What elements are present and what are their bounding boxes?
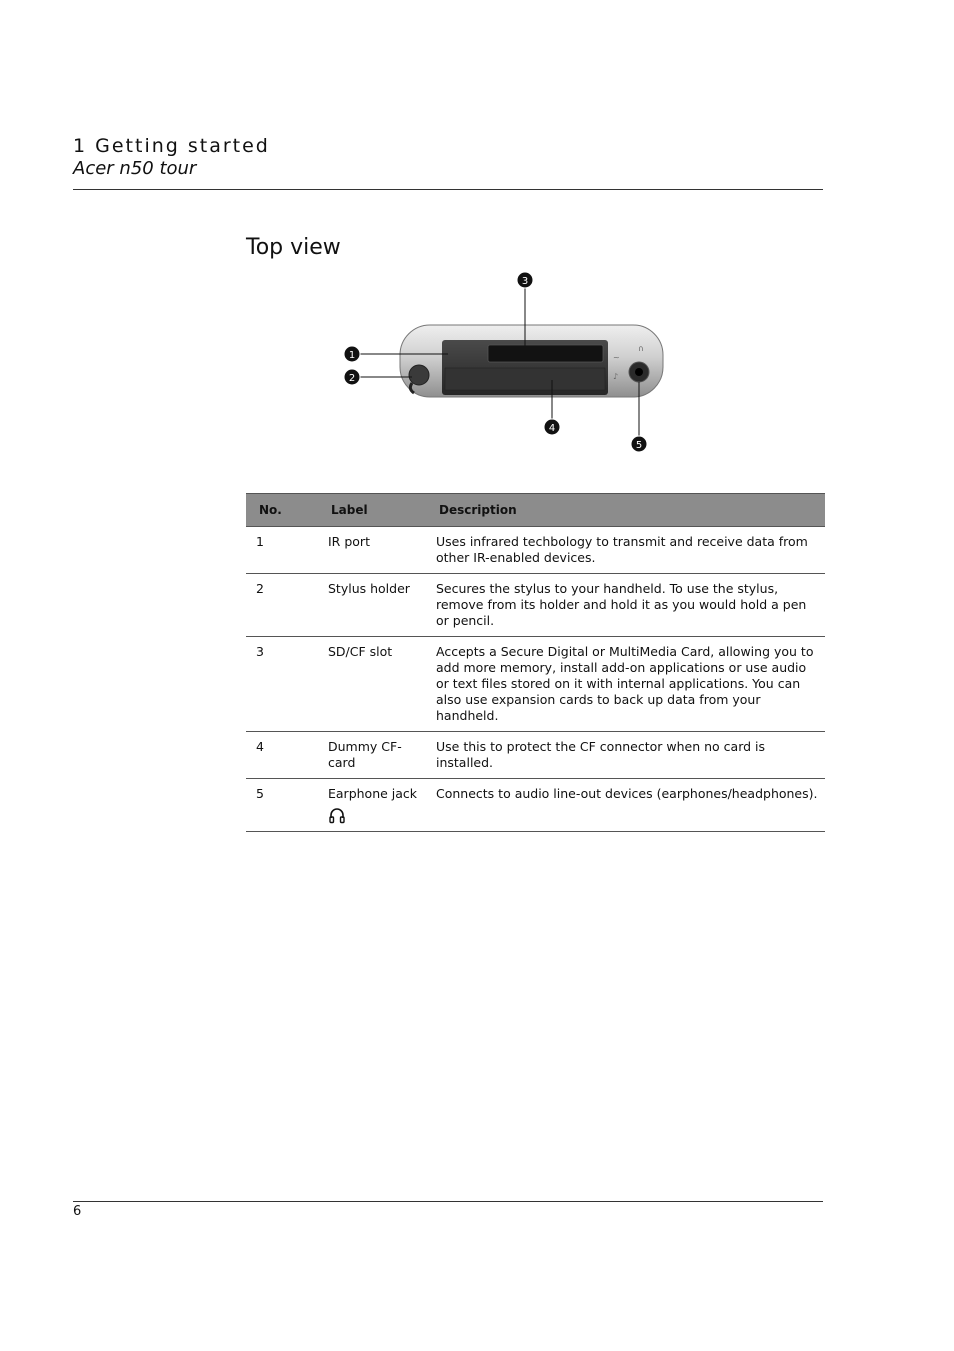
table-row: [246, 779, 825, 832]
callout-2-label: 2: [348, 373, 356, 384]
chapter-subtitle: Acer n50 tour: [73, 158, 197, 179]
row-description: Accepts a Secure Digital or MultiMedia Card, allowing you to add more memory, install add-on applications or use audio or text files stored on it with internal applications. You can also use expansion cards to back up data from your handheld.: [426, 637, 825, 732]
row-no: 3: [246, 637, 318, 732]
row-description: Use this to protect the CF connector when no card is installed.: [426, 732, 825, 779]
callout-4-label: 4: [548, 423, 556, 434]
svg-text:~: ~: [613, 353, 620, 362]
callout-3-label: 3: [521, 276, 529, 287]
row-label: IR port: [318, 527, 426, 574]
header-description: Description: [426, 494, 825, 527]
table-row: [246, 732, 825, 779]
dummy-cf-card: [445, 368, 605, 390]
row-no: 2: [246, 574, 318, 637]
section-title: Top view: [246, 235, 341, 260]
table-row: [246, 637, 825, 732]
headphone-icon: [328, 806, 346, 824]
svg-text:∩: ∩: [638, 344, 644, 353]
component-table: [246, 493, 825, 832]
callout-4: [544, 419, 560, 435]
chapter-heading: 1 Getting started: [73, 135, 270, 157]
callout-1: [344, 346, 360, 362]
header-divider: [73, 189, 823, 190]
callout-5: [631, 436, 647, 452]
callout-3: [517, 272, 533, 288]
stylus-holder: [409, 365, 429, 385]
table-row: [246, 527, 825, 574]
sd-cf-slot: [488, 345, 603, 362]
page-number: 6: [73, 1204, 82, 1219]
row-label: Stylus holder: [318, 574, 426, 637]
row-label: Earphone jack: [328, 786, 418, 801]
row-no: 4: [246, 732, 318, 779]
row-label: Dummy CF-card: [318, 732, 426, 779]
table-row: [246, 574, 825, 637]
callout-1-label: 1: [348, 350, 356, 361]
row-description: Uses infrared techbology to transmit and receive data from other IR-enabled devices.: [426, 527, 825, 574]
callout-5-label: 5: [635, 440, 643, 451]
svg-text:♪: ♪: [613, 372, 619, 381]
footer-divider: [73, 1201, 823, 1202]
row-no: 1: [246, 527, 318, 574]
device-top-view-figure: [320, 265, 780, 465]
device-illustration: [320, 265, 780, 465]
header-label: Label: [318, 494, 426, 527]
callout-2: [344, 369, 360, 385]
row-description: Connects to audio line-out devices (earphones/headphones).: [426, 779, 825, 832]
header-no: No.: [246, 494, 318, 527]
row-label-cell: [318, 779, 426, 832]
row-no: 5: [246, 779, 318, 832]
row-description: Secures the stylus to your handheld. To use the stylus, remove from its holder and hold it as you would hold a pen or pencil.: [426, 574, 825, 637]
row-label: SD/CF slot: [318, 637, 426, 732]
table-header-row: [246, 494, 825, 527]
